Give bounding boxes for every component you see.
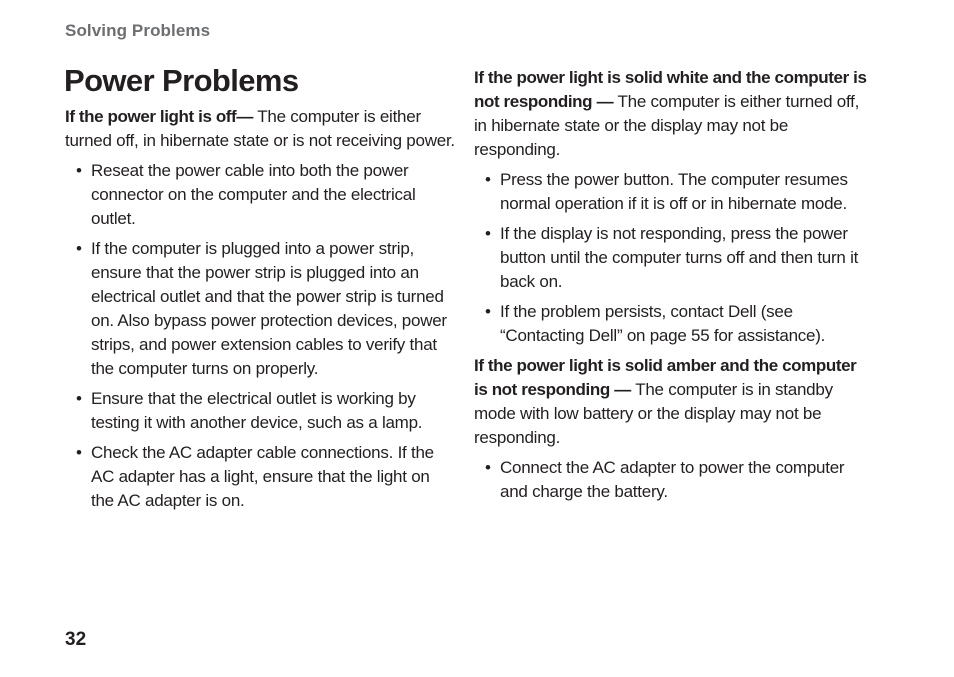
solid-amber-heading: If the power light is solid amber and the computer is not responding [474,356,857,399]
list-item: • Reseat the power cable into both the power connector on the computer and the electrical outlet. [65,159,455,231]
list-item: • Press the power button. The computer resumes normal operation if it is off or in hibernate mode. [474,168,874,216]
page-number: 32 [65,629,87,650]
list-item: • Check the AC adapter cable connections. If the AC adapter has a light, ensure that the light on the AC adapter is on. [65,441,455,513]
solid-white-bullet-list [474,168,874,348]
em-dash: — [592,92,614,111]
power-light-off-bullet-list [65,159,455,513]
list-item: • Connect the AC adapter to power the computer and charge the battery. [474,456,874,504]
list-item: • Ensure that the electrical outlet is working by testing it with another device, such as a lamp. [65,387,455,435]
left-column [65,105,455,513]
page-title: Power Problems [64,63,299,98]
list-item: • If the problem persists, contact Dell (see “Contacting Dell” on page 55 for assistance). [474,300,874,348]
solid-amber-text: The computer is in standby mode with low battery or the display may not be responding. [474,380,833,447]
list-item: • If the computer is plugged into a power strip, ensure that the power strip is plugged into an electrical outlet and that the power strip is turned on. Also bypass power protection devices, power strips, and power extension cables to verify that the computer turns on properly. [65,237,455,381]
solid-amber-bullet-list [474,456,874,504]
right-column [474,66,874,504]
solid-amber-paragraph [474,354,874,450]
em-dash: — [609,380,632,399]
em-dash: — [236,107,254,126]
section-header: Solving Problems [65,21,211,40]
power-light-off-paragraph [65,105,455,153]
power-light-off-text: The computer is either turned off, in hibernate state or is not receiving power. [65,107,455,150]
list-item: • If the display is not responding, press the power button until the computer turns off and then turn it back on. [474,222,874,294]
solid-white-paragraph [474,66,874,162]
solid-white-heading: If the power light is solid white and the computer is not responding [474,68,867,111]
power-light-off-heading: If the power light is off [65,107,237,126]
solid-white-text: The computer is either turned off, in hibernate state or the display may not be responding. [474,92,860,159]
